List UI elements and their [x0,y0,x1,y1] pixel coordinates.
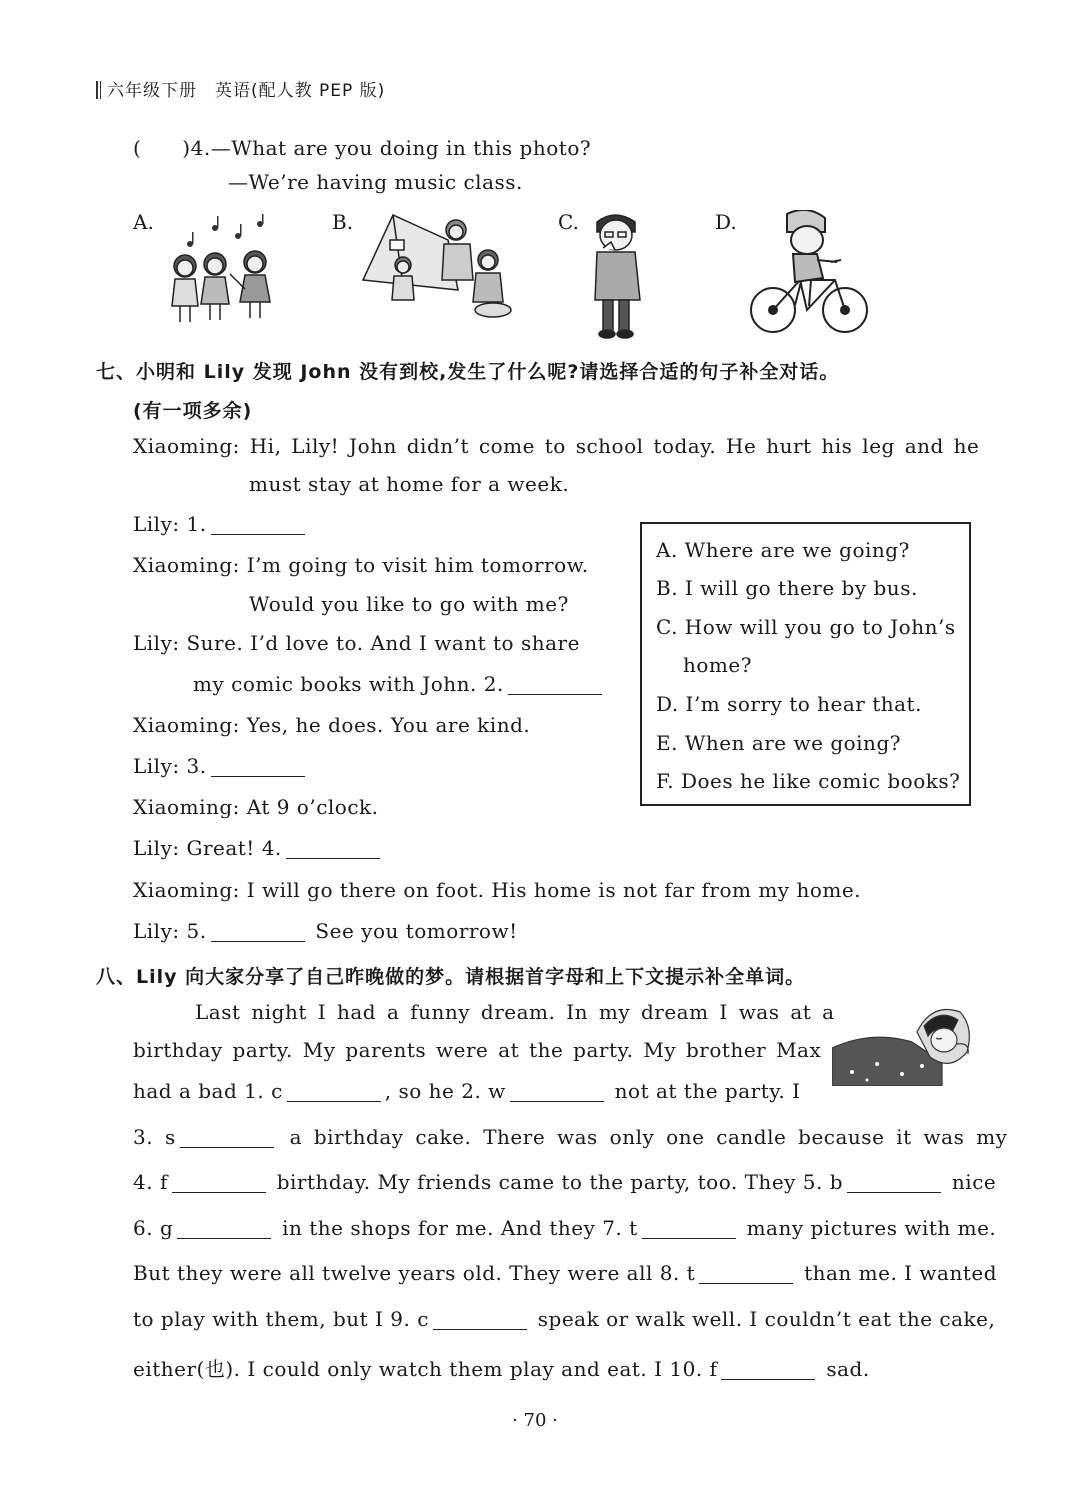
q4-question: —What are you doing in this photo? [210,136,592,160]
option-f: F. Does he like comic books? [656,769,961,793]
q4-option-c-label: C. [558,210,579,234]
passage-line-6: 6. g in the shops for me. And they 7. t many pictures with me. [133,1216,997,1240]
header-bar-icon [96,81,101,99]
dialogue-line-7: my comic books with John. 2. [193,672,606,696]
sick-boy-illustration [585,210,655,340]
answer-blank-5[interactable] [211,921,305,942]
dialogue-line-5: Would you like to go with me? [249,592,569,616]
q4-answer: —We’re having music class. [228,170,523,194]
section7-title-note: (有一项多余) [133,400,253,422]
dialogue-line-1: Xiaoming: Hi, Lily! John didn’t come to school today. He hurt his leg and he [133,434,980,458]
passage-line-1: Last night I had a funny dream. In my dream I was at a [195,1000,835,1024]
q4-bracket: ( )4. [133,136,211,160]
passage-line-5: 4. f birthday. My friends came to the party, too. They 5. b nice [133,1170,997,1194]
sleeping-girl-illustration [832,1002,974,1086]
answer-blank-3[interactable] [211,756,305,777]
q4-question-line [133,132,591,161]
passage-line-7: But they were all twelve years old. They were all 8. t than me. I wanted [133,1261,998,1285]
word-blank-9[interactable] [433,1309,527,1330]
dialogue-line-11: Lily: Great! 4. [133,836,384,860]
dialogue-line-13: Lily: 5. See you tomorrow! [133,919,518,943]
option-c-continued: home? [683,653,752,677]
passage-line-2: birthday party. My parents were at the party. My brother Max [133,1038,822,1062]
word-blank-4[interactable] [172,1172,266,1193]
dialogue-line-12: Xiaoming: I will go there on foot. His home is not far from my home. [133,878,862,902]
singing-girls-illustration [160,214,285,329]
boy-on-bike-illustration [745,210,875,340]
dialogue-line-4: Xiaoming: I’m going to visit him tomorrow. [133,553,589,577]
dialogue-line-10: Xiaoming: At 9 o’clock. [133,795,379,819]
section8-title: 八、Lily 向大家分享了自己昨晚做的梦。请根据首字母和上下文提示补全单词。 [96,966,806,988]
passage-line-8: to play with them, but I 9. c speak or walk well. I couldn’t eat the cake, [133,1307,996,1331]
page-header: 六年级下册 英语(配人教 PEP 版) [96,76,385,101]
q4-option-a-label: A. [133,210,154,234]
option-c: C. How will you go to John’s [656,615,956,639]
word-blank-3[interactable] [180,1127,274,1148]
passage-line-9: either(也). I could only watch them play and eat. I 10. f sad. [133,1357,870,1381]
q4-option-d-label: D. [715,210,737,234]
dialogue-line-9: Lily: 3. [133,754,309,778]
word-blank-2[interactable] [510,1081,604,1102]
dialogue-line-6: Lily: Sure. I’d love to. And I want to share [133,631,580,655]
answer-blank-1[interactable] [211,514,305,535]
dialogue-line-2: must stay at home for a week. [249,472,570,496]
option-b: B. I will go there by bus. [656,576,918,600]
dialogue-line-3: Lily: 1. [133,512,309,536]
passage-line-3: had a bad 1. c , so he 2. w not at the party. I [133,1079,801,1103]
section7-title: 七、小明和 Lily 发现 John 没有到校,发生了什么呢?请选择合适的句子补全对话。 [96,361,840,383]
answer-blank-4[interactable] [286,838,380,859]
page-number: · 70 · [512,1410,558,1431]
passage-line-4: 3. s a birthday cake. There was only one candle because it was my [133,1125,1008,1149]
dialogue-line-8: Xiaoming: Yes, he does. You are kind. [133,713,531,737]
word-blank-8[interactable] [699,1263,793,1284]
word-blank-5[interactable] [847,1172,941,1193]
answer-blank-2[interactable] [508,674,602,695]
option-e: E. When are we going? [656,731,901,755]
q4-option-b-label: B. [332,210,354,234]
camping-illustration [358,210,518,325]
word-blank-1[interactable] [287,1081,381,1102]
option-d: D. I’m sorry to hear that. [656,692,922,716]
option-a: A. Where are we going? [656,538,910,562]
word-blank-7[interactable] [642,1218,736,1239]
word-blank-10[interactable] [721,1359,815,1380]
word-blank-6[interactable] [177,1218,271,1239]
